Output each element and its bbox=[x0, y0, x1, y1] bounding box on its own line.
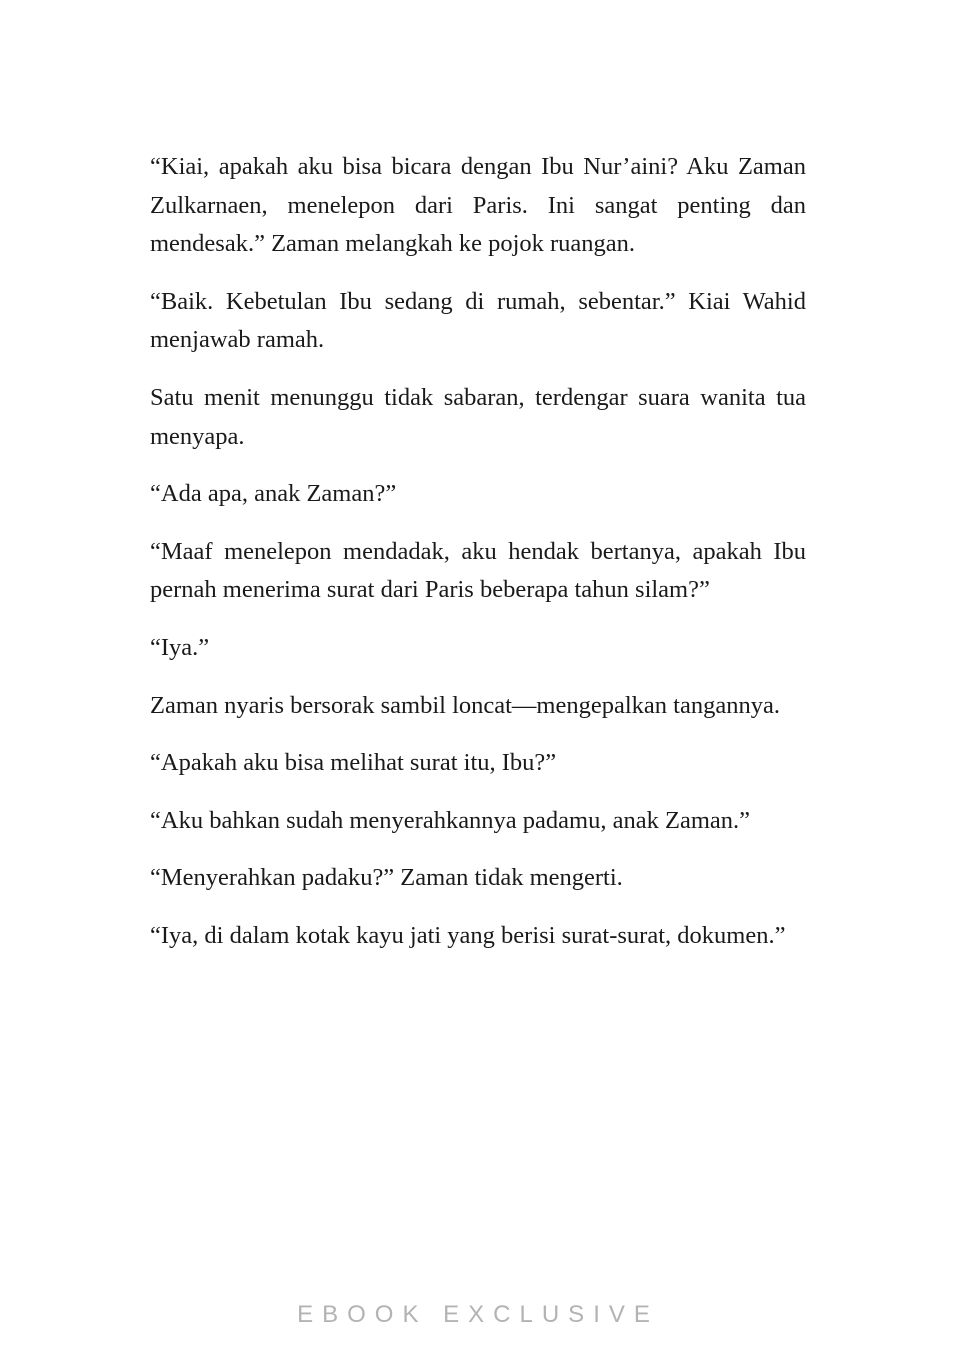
paragraph: Zaman nyaris bersorak sambil loncat—mengepalkan tangannya. bbox=[150, 691, 780, 719]
page-footer: EBOOK EXCLUSIVE bbox=[297, 1301, 659, 1328]
paragraph: “Baik. Kebetulan Ibu sedang di rumah, sebentar.” Kiai Wahid menjawab ramah. bbox=[150, 287, 806, 354]
paragraph: Satu menit menunggu tidak sabaran, terdengar suara wanita tua menyapa. bbox=[150, 383, 806, 450]
paragraph: “Iya.” bbox=[150, 633, 210, 661]
paragraph: “Kiai, apakah aku bisa bicara dengan Ibu Nur’aini? Aku Zaman Zulkarnaen, menelepon dari Paris. Ini sangat penting dan mendesak.” Zaman melangkah ke pojok ruangan. bbox=[150, 153, 806, 258]
paragraph: “Menyerahkan padaku?” Zaman tidak mengerti. bbox=[150, 864, 623, 892]
paragraph: “Apakah aku bisa melihat surat itu, Ibu?” bbox=[150, 749, 557, 777]
paragraph: “Maaf menelepon mendadak, aku hendak bertanya, apakah Ibu pernah menerima surat dari Paris beberapa tahun silam?” bbox=[150, 537, 806, 604]
paragraph: “Ada apa, anak Zaman?” bbox=[150, 480, 397, 508]
paragraph: “Aku bahkan sudah menyerahkannya padamu, anak Zaman.” bbox=[150, 806, 751, 834]
document-body bbox=[150, 148, 806, 975]
paragraph: “Iya, di dalam kotak kayu jati yang berisi surat-surat, dokumen.” bbox=[150, 921, 786, 949]
